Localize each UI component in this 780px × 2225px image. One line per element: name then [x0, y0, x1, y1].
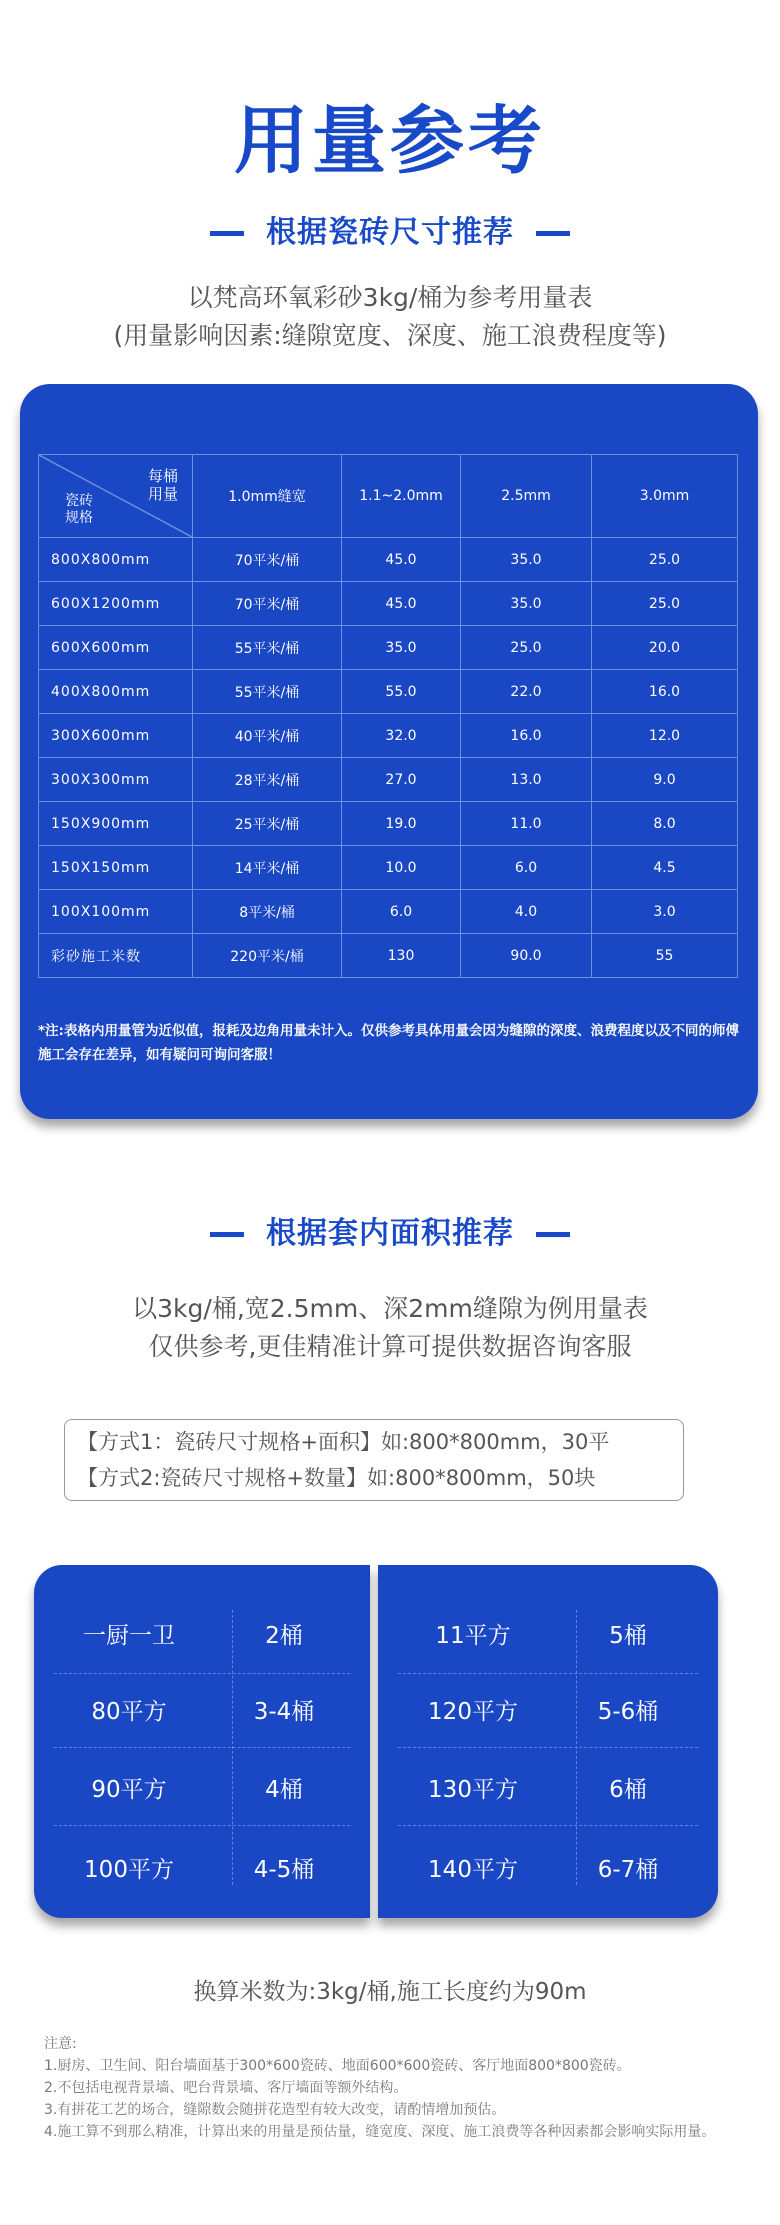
notes-item: 1.厨房、卫生间、阳台墙面基于300*600瓷砖、地面600*600瓷砖、客厅地面800*800瓷砖。 [44, 2058, 631, 2074]
area-row [34, 1595, 370, 1671]
area-card-right [378, 1565, 718, 1918]
area-label: 一厨一卫 [83, 1622, 175, 1649]
usage-cell: 8平米/桶 [193, 890, 342, 934]
section2-subtitle1: 以3kg/桶,宽2.5mm、深2mm缝隙为例用量表 [132, 1294, 648, 1323]
tile-size-cell: 300X300mm [39, 758, 193, 802]
area-label: 80平方 [91, 1698, 167, 1725]
usage-cell: 70平米/桶 [193, 538, 342, 582]
table-row [39, 582, 738, 626]
bucket-count: 4桶 [265, 1776, 303, 1803]
notes-block [44, 2033, 744, 2143]
tile-size-table-card [20, 384, 758, 1119]
area-row [378, 1749, 718, 1825]
table-row [39, 890, 738, 934]
usage-cell: 16.0 [592, 670, 738, 714]
area-label: 90平方 [91, 1776, 167, 1803]
row-separator [54, 1747, 350, 1748]
usage-cell: 4.5 [592, 846, 738, 890]
table-row [39, 934, 738, 978]
notes-title: 注意: [44, 2036, 77, 2052]
area-label: 11平方 [435, 1622, 511, 1649]
usage-cell: 35.0 [342, 626, 461, 670]
usage-cell: 19.0 [342, 802, 461, 846]
usage-cell: 9.0 [592, 758, 738, 802]
tile-size-cell: 150X900mm [39, 802, 193, 846]
tile-size-cell: 600X1200mm [39, 582, 193, 626]
usage-cell: 20.0 [592, 626, 738, 670]
usage-cell: 28平米/桶 [193, 758, 342, 802]
bucket-count: 4-5桶 [253, 1856, 315, 1883]
heading-dash-right [536, 1232, 570, 1237]
usage-cell: 25.0 [592, 538, 738, 582]
usage-cell: 32.0 [342, 714, 461, 758]
method-1: 【方式1：瓷砖尺寸规格+面积】如:800*800mm，30平 [77, 1430, 610, 1454]
usage-cell: 12.0 [592, 714, 738, 758]
area-row [34, 1671, 370, 1747]
tile-size-cell: 150X150mm [39, 846, 193, 890]
tile-size-cell: 400X800mm [39, 670, 193, 714]
notes-item: 3.有拼花工艺的场合，缝隙数会随拼花造型有较大改变，请酌情增加预估。 [44, 2102, 506, 2118]
usage-cell: 25平米/桶 [193, 802, 342, 846]
section1-heading-text: 根据瓷砖尺寸推荐 [266, 215, 514, 250]
section1-subtitle1: 以梵高环氧彩砂3kg/桶为参考用量表 [187, 283, 593, 312]
bucket-count: 5桶 [609, 1622, 647, 1649]
heading-dash-left [210, 231, 244, 236]
methods-box [64, 1419, 684, 1501]
table-row [39, 538, 738, 582]
area-row [378, 1595, 718, 1671]
row-separator [54, 1825, 350, 1826]
usage-cell: 27.0 [342, 758, 461, 802]
bucket-count: 2桶 [265, 1622, 303, 1649]
column-separator [232, 1610, 233, 1885]
usage-cell: 8.0 [592, 802, 738, 846]
bucket-count: 6桶 [609, 1776, 647, 1803]
table-row [39, 758, 738, 802]
usage-table [38, 454, 738, 978]
usage-cell: 55平米/桶 [193, 626, 342, 670]
usage-cell: 35.0 [461, 538, 592, 582]
page-title: 用量参考 [234, 98, 546, 184]
usage-cell: 55 [592, 934, 738, 978]
usage-cell: 6.0 [342, 890, 461, 934]
column-separator [576, 1610, 577, 1885]
section1-heading [0, 207, 780, 251]
usage-cell: 6.0 [461, 846, 592, 890]
usage-cell: 45.0 [342, 582, 461, 626]
corner-bottom-label: 瓷砖 规格 [65, 493, 93, 526]
section1-subtitle2: (用量影响因素:缝隙宽度、深度、施工浪费程度等) [113, 321, 667, 350]
usage-cell: 55平米/桶 [193, 670, 342, 714]
usage-cell: 55.0 [342, 670, 461, 714]
usage-cell: 14平米/桶 [193, 846, 342, 890]
table-header-cell: 2.5mm [461, 455, 592, 538]
usage-cell: 4.0 [461, 890, 592, 934]
table-header-cell: 1.0mm缝宽 [193, 455, 342, 538]
usage-cell: 10.0 [342, 846, 461, 890]
tile-size-cell: 100X100mm [39, 890, 193, 934]
usage-cell: 45.0 [342, 538, 461, 582]
row-separator [398, 1825, 698, 1826]
area-card-left [34, 1565, 370, 1918]
usage-cell: 130 [342, 934, 461, 978]
usage-cell: 220平米/桶 [193, 934, 342, 978]
bucket-count: 6-7桶 [597, 1856, 659, 1883]
table-row [39, 846, 738, 890]
area-row [378, 1671, 718, 1747]
heading-dash-left [210, 1232, 244, 1237]
conversion-text: 换算米数为:3kg/桶,施工长度约为90m [193, 1979, 587, 2005]
method-2: 【方式2:瓷砖尺寸规格+数量】如:800*800mm，50块 [77, 1466, 596, 1490]
table-row [39, 714, 738, 758]
area-label: 120平方 [428, 1698, 518, 1725]
area-row [34, 1749, 370, 1825]
usage-cell: 11.0 [461, 802, 592, 846]
table-row [39, 670, 738, 714]
tile-size-cell: 600X600mm [39, 626, 193, 670]
table-header-row [39, 455, 738, 538]
table-corner-cell [39, 455, 193, 538]
table-row [39, 626, 738, 670]
section2-heading [0, 1208, 780, 1252]
corner-top-label: 每桶 用量 [147, 467, 178, 503]
tile-size-cell: 300X600mm [39, 714, 193, 758]
notes-item: 4.施工算不到那么精准，计算出来的用量是预估量，缝宽度、深度、施工浪费等各种因素都会影响实际用量。 [44, 2124, 716, 2140]
table-header-cell: 3.0mm [592, 455, 738, 538]
section2-subtitle2: 仅供参考,更佳精准计算可提供数据咨询客服 [148, 1332, 632, 1361]
table-header-cell: 1.1~2.0mm [342, 455, 461, 538]
usage-cell: 90.0 [461, 934, 592, 978]
table-row [39, 802, 738, 846]
table-note: *注:表格内用量管为近似值，报耗及边角用量未计入。仅供参考具体用量会因为缝隙的深度、浪费程度以及不同的师傅施工会存在差异，如有疑问可询问客服！ [38, 1023, 739, 1063]
notes-item: 2.不包括电视背景墙、吧台背景墙、客厅墙面等额外结构。 [44, 2080, 408, 2096]
row-separator [398, 1747, 698, 1748]
usage-cell: 3.0 [592, 890, 738, 934]
usage-cell: 35.0 [461, 582, 592, 626]
usage-cell: 70平米/桶 [193, 582, 342, 626]
usage-cell: 16.0 [461, 714, 592, 758]
usage-cell: 13.0 [461, 758, 592, 802]
usage-cell: 25.0 [461, 626, 592, 670]
usage-cell: 22.0 [461, 670, 592, 714]
area-label: 130平方 [428, 1776, 518, 1803]
area-label: 140平方 [428, 1856, 518, 1883]
area-label: 100平方 [84, 1856, 174, 1883]
area-row [378, 1829, 718, 1905]
area-row [34, 1829, 370, 1905]
bucket-count: 3-4桶 [253, 1698, 315, 1725]
heading-dash-right [536, 231, 570, 236]
usage-cell: 40平米/桶 [193, 714, 342, 758]
usage-cell: 25.0 [592, 582, 738, 626]
tile-size-cell: 800X800mm [39, 538, 193, 582]
bucket-count: 5-6桶 [597, 1698, 659, 1725]
section2-heading-text: 根据套内面积推荐 [266, 1216, 514, 1251]
tile-size-cell: 彩砂施工米数 [39, 934, 193, 978]
